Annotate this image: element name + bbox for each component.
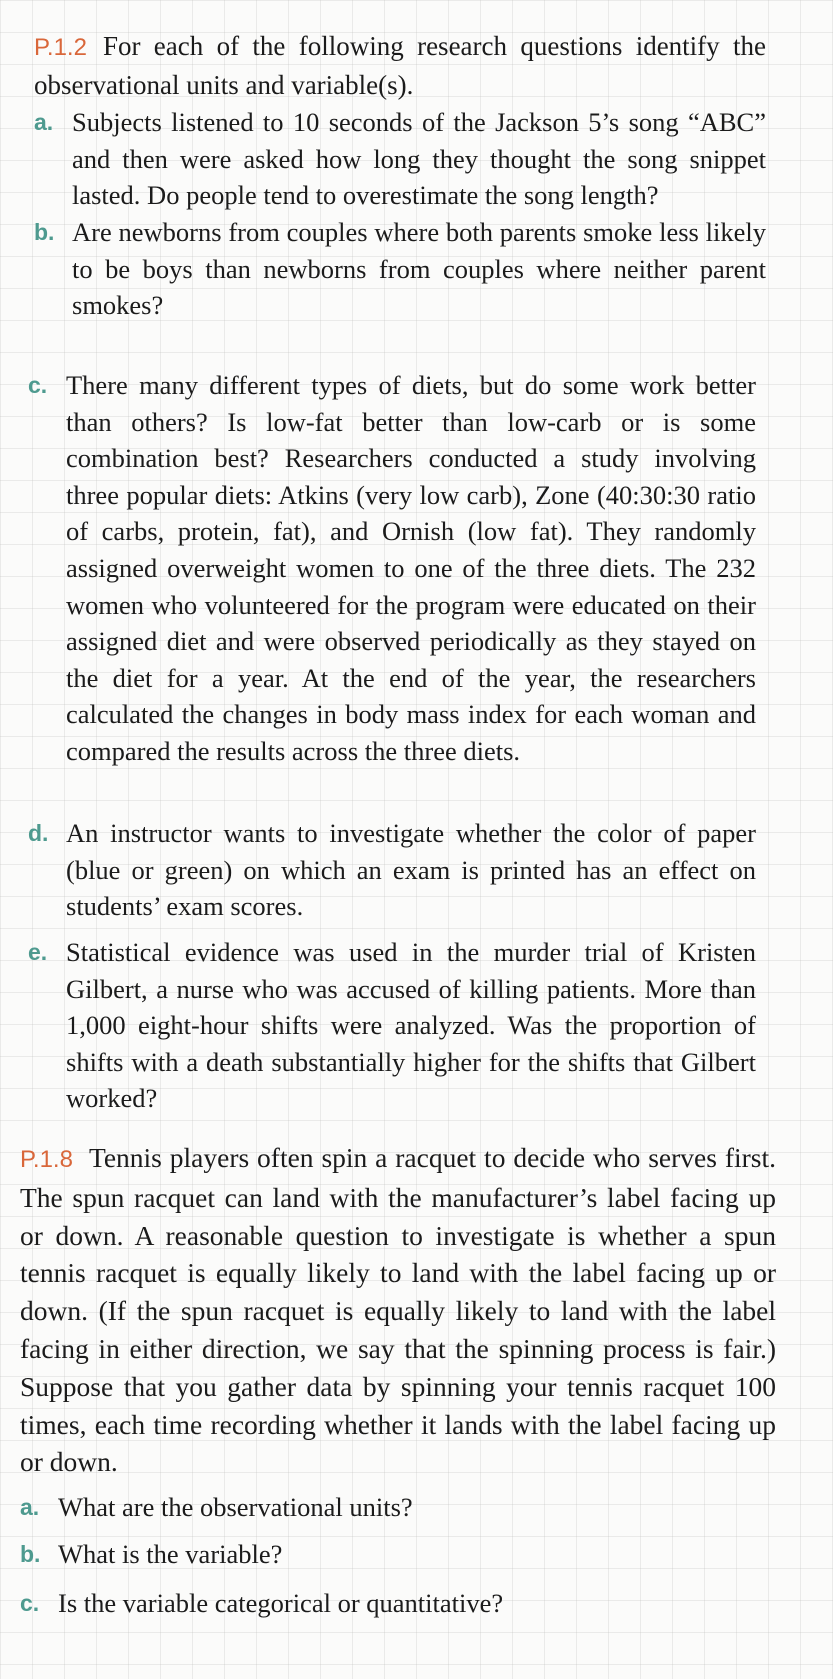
- question-item-a: [20, 1489, 760, 1526]
- question-item-c: [20, 1585, 760, 1622]
- problem-number: P.1.2: [34, 34, 87, 61]
- question-item-b: [34, 214, 766, 324]
- question-item-a: [34, 104, 766, 214]
- item-letter: e.: [28, 939, 48, 965]
- item-text: Statistical evidence was used in the murder trial of Kristen Gilbert, a nurse who was accused of killing patients. More than 1,000 eight-hour shifts were analyzed. Was the proportion of shifts with a death substantially higher for the shifts that Gilbert worked?: [66, 937, 756, 1114]
- item-text: Is the variable categorical or quantitative?: [58, 1588, 504, 1618]
- problem-p1-2-prompt: [34, 28, 766, 103]
- item-text: An instructor wants to investigate whether the color of paper (blue or green) on which an exam is printed has an effect on students’ exam scores.: [66, 818, 756, 922]
- item-letter: b.: [20, 1541, 41, 1567]
- item-letter: a.: [20, 1494, 40, 1520]
- question-item-d: [28, 815, 756, 925]
- item-letter: c.: [20, 1590, 40, 1616]
- item-letter: b.: [34, 219, 55, 245]
- item-letter: d.: [28, 820, 49, 846]
- item-letter: c.: [28, 372, 48, 398]
- problem-p1-8-prompt: [20, 1139, 776, 1481]
- item-text: Are newborns from couples where both parents smoke less likely to be boys than newborns from couples where neither parent smokes?: [72, 217, 766, 321]
- problem-text: Tennis players often spin a racquet to decide who serves first. The spun racquet can land with the manufacturer’s label facing up or down. A reasonable question to investigate is whether a spun tennis racquet is equally likely to land with the label facing up or down. (If the spun racquet is equally likely to land with the label facing in either direction, we say that the spinning process is fair.) Suppose that you gather data by spinning your tennis racquet 100 times, each time recording whether it lands with the label facing up or down.: [20, 1142, 776, 1478]
- item-letter: a.: [34, 109, 54, 135]
- problem-text: For each of the following research questions identify the observational units and variable(s).: [34, 31, 766, 100]
- item-text: What is the variable?: [58, 1539, 283, 1569]
- item-text: What are the observational units?: [58, 1492, 413, 1522]
- item-text: Subjects listened to 10 seconds of the Jackson 5’s song “ABC” and then were asked how long they thought the song snippet lasted. Do people tend to overestimate the song length?: [72, 107, 766, 211]
- item-text: There many different types of diets, but do some work better than others? Is low-fat better than low-carb or is some combination best? Researchers conducted a study involving three popular diets: Atkins (very low carb), Zone (40:30:30 ratio of carbs, protein, fat), and Ornish (low fat). They randomly assigned overweight women to one of the three diets. The 232 women who volunteered for the program were educated on their assigned diet and were observed periodically as they stayed on the diet for a year. At the end of the year, the researchers calculated the changes in body mass index for each woman and compared the results across the three diets.: [66, 370, 756, 766]
- question-item-c: [28, 367, 756, 770]
- question-item-b: [20, 1536, 760, 1573]
- question-item-e: [28, 934, 756, 1117]
- problem-number: P.1.8: [20, 1146, 73, 1173]
